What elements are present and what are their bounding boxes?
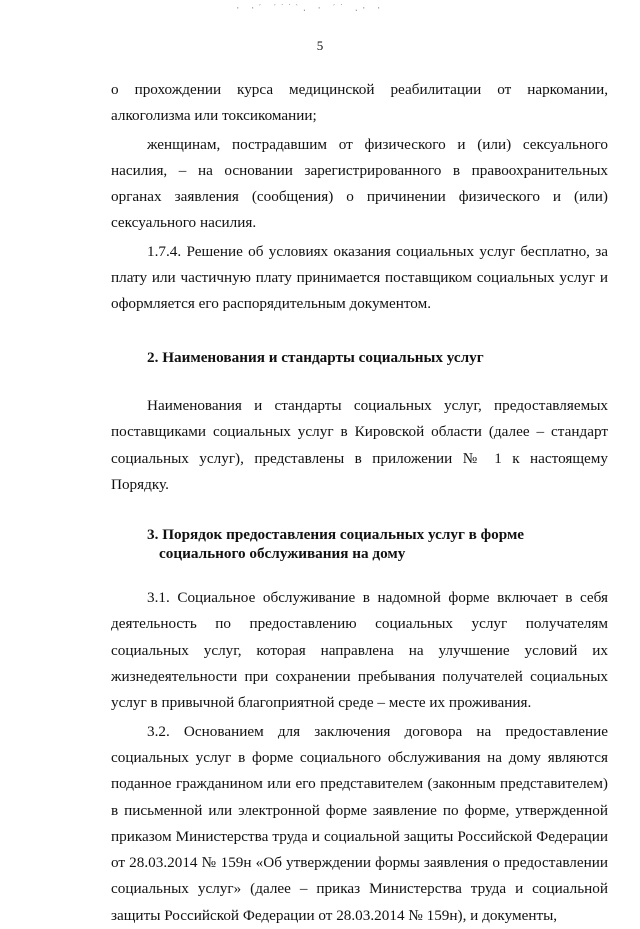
section-heading: 3. Порядок предоставления социальных услуг в форме социального обслуживания на дому [147, 526, 525, 563]
page-number: 5 [316, 38, 324, 53]
paragraph: о прохождении курса медицинской реабилитации от наркомании, алкоголизма или токсикомании; [111, 81, 608, 125]
paragraph: женщинам, пострадавшим от физического и (или) сексуального насилия, – на основании зарегистрированного в правоохранительных органах заявления (сообщения) о причинении физического и (или) сексуального насилия. [111, 135, 608, 232]
document-body [111, 77, 608, 929]
paragraph: Наименования и стандарты социальных услуг, предоставляемых поставщиками социальных услуг в Кировской области (далее – стандарт социальных услуг), представлены в приложении № 1 к настоящему Порядку. [111, 396, 608, 493]
scan-artifact: · ·ˊ ˊ˙˙ˋ. · ˊ˙ .· · [235, 4, 384, 14]
paragraph: 3.1. Социальное обслуживание в надомной форме включает в себя деятельность по предоставлению социальных услуг получателям социальных услуг, которая направлена на улучшение условий их жизнедеятельности при сохранении пребывания получателей социальных услуг в привычной благоприятной среде – месте их проживания. [111, 589, 608, 712]
section-heading: 2. Наименования и стандарты социальных услуг [147, 348, 484, 366]
paragraph: 3.2. Основанием для заключения договора на предоставление социальных услуг в форме социального обслуживания на дому являются поданное гражданином или его представителем (законным представителем) в письменной или электронной форме заявление по форме, утвержденной приказом Министерства труда и социальной защиты Российской Федерации от 28.03.2014 № 159н «Об утверждении формы заявления о предоставлении социальных услуг» (далее – приказ Министерства труда и социальной защиты Российской Федерации от 28.03.2014 № 159н), и документы, [111, 722, 608, 924]
paragraph: 1.7.4. Решение об условиях оказания социальных услуг бесплатно, за плату или частичную плату принимается поставщиком социальных услуг и оформляется его распорядительным документом. [111, 242, 608, 313]
